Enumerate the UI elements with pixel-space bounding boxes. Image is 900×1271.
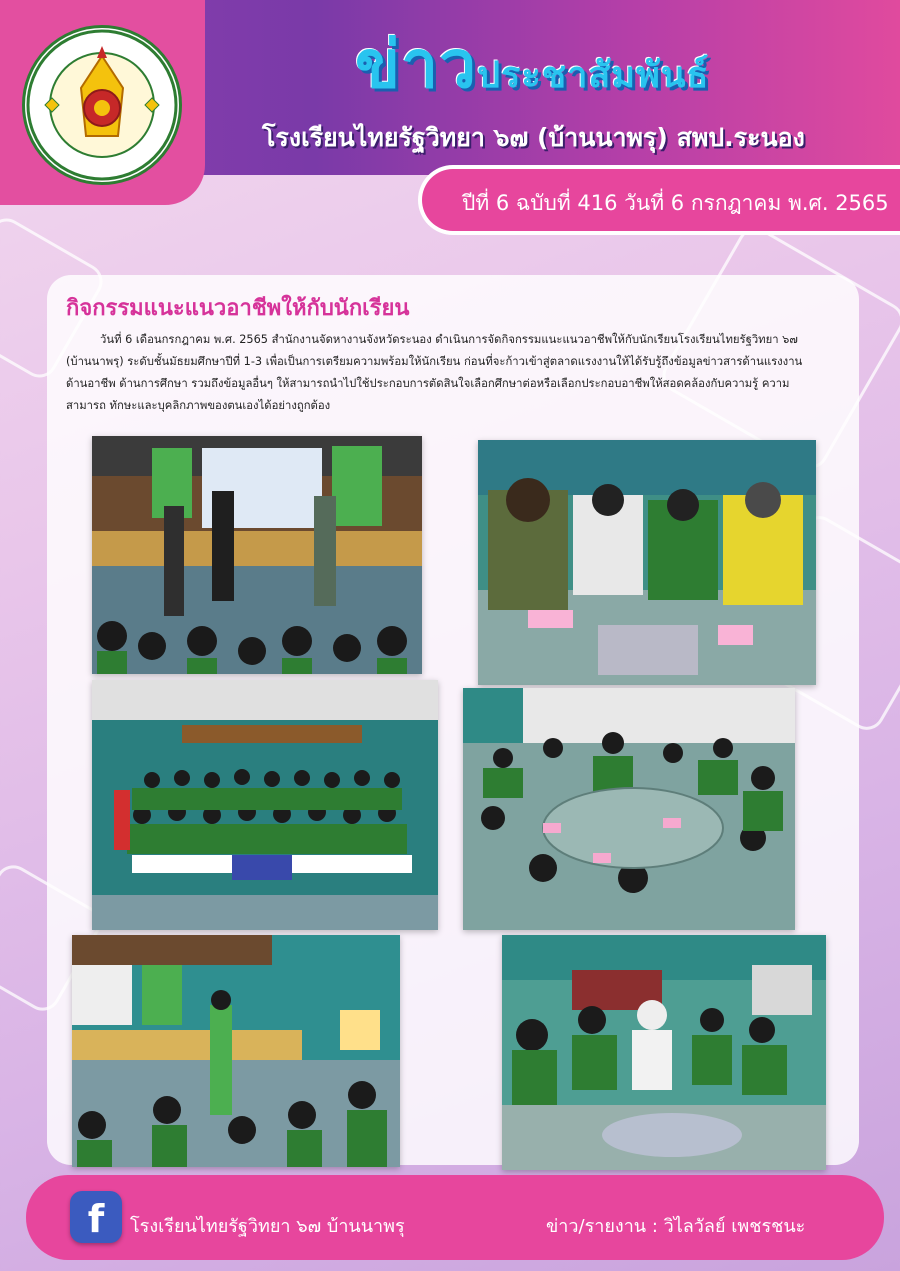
article-body: [66, 329, 812, 417]
photo-group: [92, 680, 438, 930]
title-main: ข่าว: [355, 26, 478, 103]
photo-activity-2: [463, 688, 795, 930]
newsletter-title: [355, 12, 709, 117]
school-line: โรงเรียนไทยรัฐวิทยา ๖๗ (บ้านนาพรุ) สพป.ระนอง: [262, 123, 805, 152]
school-emblem-icon: [25, 28, 179, 182]
school-logo: [22, 25, 182, 185]
footer-school-name: โรงเรียนไทยรัฐวิทยา ๖๗ บ้านนาพรุ: [130, 1216, 405, 1237]
photo-presentation: [92, 436, 422, 674]
photo-activity-3: [502, 935, 826, 1170]
article-paragraph: วันที่ 6 เดือนกรกฎาคม พ.ศ. 2565 สำนักงานจัดหางานจังหวัดระนอง ดำเนินการจัดกิจกรรมแนะแนวอาชีพให้กับนักเรียนโรงเรียนไทยรัฐวิทยา ๖๗ (บ้านนาพรุ) ระดับชั้นมัธยมศึกษาปีที่ 1-3 เพื่อเป็นการเตรียมความพร้อมให้นักเรียน ก่อนที่จะก้าวเข้าสู่ตลาดแรงงานให้ได้รับรู้ถึงข้อมูลข่าวสารด้านแรงงาน ด้านอาชีพ ด้านการศึกษา รวมถึงข้อมูลอื่นๆ ให้สามารถนำไปใช้ประกอบการตัดสินใจเลือกศึกษาต่อหรือเลือกประกอบอาชีพให้สอดคล้องกับความรู้ ความสามารถ ทักษะและบุคลิกภาพของตนเองได้อย่างถูกต้อง: [66, 333, 803, 412]
title-rest: ประชาสัมพันธ์: [477, 55, 710, 96]
facebook-icon[interactable]: f: [70, 1191, 122, 1243]
article-headline: กิจกรรมแนะแนวอาชีพให้กับนักเรียน: [66, 296, 410, 321]
issue-info: ปีที่ 6 ฉบับที่ 416 วันที่ 6 กรกฎาคม พ.ศ. 2565: [462, 191, 889, 215]
photo-activity-1: [478, 440, 816, 685]
photo-speaker: [72, 935, 400, 1167]
footer-reporter: ข่าว/รายงาน : วิไลวัลย์ เพชรชนะ: [546, 1216, 806, 1237]
